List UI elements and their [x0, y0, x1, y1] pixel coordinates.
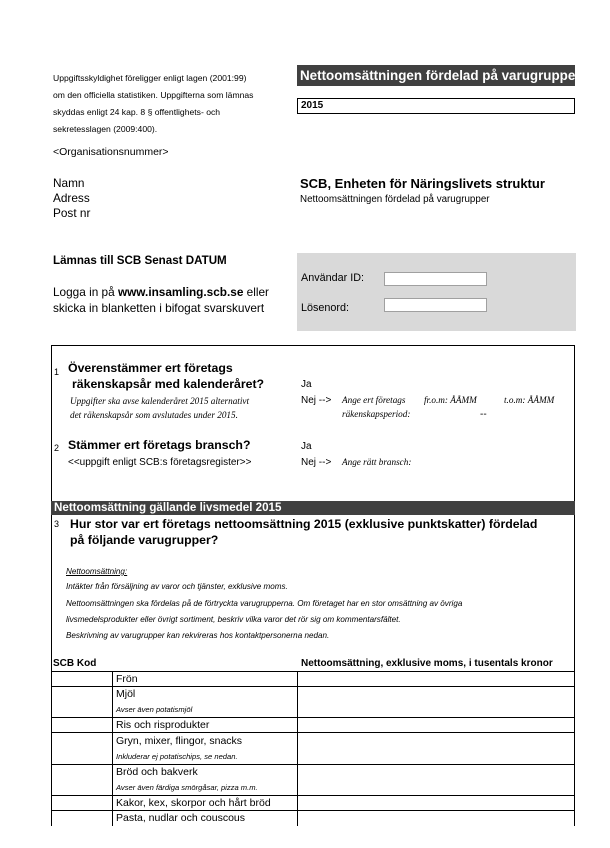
- login-line2: skicka in blanketten i bifogat svarskuvert: [53, 301, 265, 315]
- user-id-label: Användar ID:: [301, 272, 365, 284]
- q1-line1: Överenstämmer ert företags: [68, 361, 233, 375]
- year-field: 2015: [297, 98, 575, 114]
- login-suffix: eller: [243, 285, 269, 299]
- org-number: <Organisationsnummer>: [53, 146, 169, 158]
- login-instructions: [53, 284, 298, 316]
- login-prefix: Logga in på: [53, 285, 118, 299]
- q3-text: [70, 516, 570, 548]
- q1-number: 1: [54, 367, 60, 377]
- deadline-text: Lämnas till SCB Senast DATUM: [53, 254, 227, 267]
- address-postal: Post nr: [53, 206, 91, 220]
- q3-note: Intäkter från försäljning av varor och tjänster, exklusive moms.: [66, 582, 288, 591]
- col-scb-code: SCB Kod: [53, 658, 97, 669]
- q1-no-text2: räkenskapsperiod:: [342, 409, 411, 419]
- product-note: Avser även färdiga smörgåsar, pizza m.m.: [116, 783, 258, 792]
- amount-input[interactable]: [298, 796, 574, 810]
- amount-input[interactable]: [298, 765, 574, 795]
- user-id-input[interactable]: [384, 272, 487, 286]
- amount-input[interactable]: [298, 811, 574, 825]
- password-input[interactable]: [384, 298, 487, 312]
- amount-input[interactable]: [298, 733, 574, 764]
- q2-no-option[interactable]: Nej -->: [301, 457, 332, 468]
- q2-number: 2: [54, 443, 60, 453]
- form-title: Nettoomsättningen fördelad på varugrupper: [297, 65, 575, 86]
- q3-line1: Hur stor var ert företags nettoomsättning 2015 (exklusive punktskatter) fördelad: [70, 517, 538, 531]
- product-name: Gryn, mixer, flingor, snacks: [116, 735, 243, 747]
- address-street: Adress: [53, 191, 90, 205]
- legal-line: Uppgiftsskyldighet föreligger enligt lagen (2001:99): [53, 73, 247, 83]
- login-panel: [297, 253, 576, 331]
- q2-line2: <<uppgift enligt SCB:s företagsregister>>: [68, 457, 252, 468]
- address-name: Namn: [53, 176, 85, 190]
- product-note: Avser även potatismjöl: [116, 705, 193, 714]
- table-rule: [112, 671, 113, 826]
- col-amount: Nettoomsättning, exklusive moms, i tusentals kronor: [301, 658, 553, 669]
- q3-line2: på följande varugrupper?: [70, 533, 219, 547]
- legal-notice: [53, 70, 273, 138]
- q1-line2: räkenskapsår med kalenderåret?: [72, 377, 265, 391]
- q1-from-label: fr.o.m: ÅÅMM: [424, 395, 477, 405]
- q1-to-label: t.o.m: ÅÅMM: [504, 395, 555, 405]
- q1-no-option[interactable]: Nej -->: [301, 395, 332, 406]
- q1-note1: Uppgifter ska avse kalenderåret 2015 alternativt: [70, 396, 250, 406]
- product-name: Pasta, nudlar och couscous: [116, 812, 245, 824]
- q1-yes-option[interactable]: Ja: [301, 379, 312, 390]
- product-name: Kakor, kex, skorpor och hårt bröd: [116, 797, 271, 809]
- legal-line: skyddas enligt 24 kap. 8 § offentlighets- och: [53, 107, 221, 117]
- scb-name: SCB, Enheten för Näringslivets struktur: [300, 176, 545, 191]
- address-block: [53, 176, 90, 221]
- scb-subtitle: Nettoomsättningen fördelad på varugrupper: [300, 194, 490, 205]
- amount-input[interactable]: [298, 672, 574, 686]
- q1-no-text: Ange ert företags: [342, 395, 406, 405]
- q3-note-heading: Nettoomsättning:: [66, 567, 128, 576]
- section-title: Nettoomsättning gällande livsmedel 2015: [51, 501, 575, 515]
- legal-line: om den officiella statistiken. Uppgifterna som lämnas: [53, 90, 254, 100]
- product-name: Bröd och bakverk: [116, 766, 198, 778]
- product-note: Inkluderar ej potatischips, se nedan.: [116, 752, 238, 761]
- product-name: Ris och risprodukter: [116, 719, 210, 731]
- q3-note: Nettoomsättningen ska fördelas på de förtryckta varugrupperna. Om företaget har en stor omsättning av övriga: [66, 599, 463, 608]
- q2-yes-option[interactable]: Ja: [301, 441, 312, 452]
- amount-input[interactable]: [298, 718, 574, 732]
- login-url-link[interactable]: www.insamling.scb.se: [117, 285, 244, 299]
- product-name: Mjöl: [116, 688, 136, 700]
- q1-note2: det räkenskapsår som avslutades under 2015.: [70, 410, 238, 420]
- amount-input[interactable]: [298, 687, 574, 717]
- q2-no-text: Ange rätt bransch:: [342, 457, 412, 467]
- q1-dash: --: [480, 409, 487, 420]
- legal-line: sekretesslagen (2009:400).: [53, 124, 158, 134]
- q3-note: Beskrivning av varugrupper kan rekvireras hos kontaktpersonerna nedan.: [66, 631, 330, 640]
- q2-line1: Stämmer ert företags bransch?: [68, 438, 251, 452]
- password-label: Lösenord:: [301, 302, 350, 314]
- q3-note: livsmedelsprodukter eller övrigt sortiment, beskriv vilka varor det rör sig om kommentarsfältet.: [66, 615, 401, 624]
- product-name: Frön: [116, 673, 138, 685]
- q3-number: 3: [54, 519, 60, 529]
